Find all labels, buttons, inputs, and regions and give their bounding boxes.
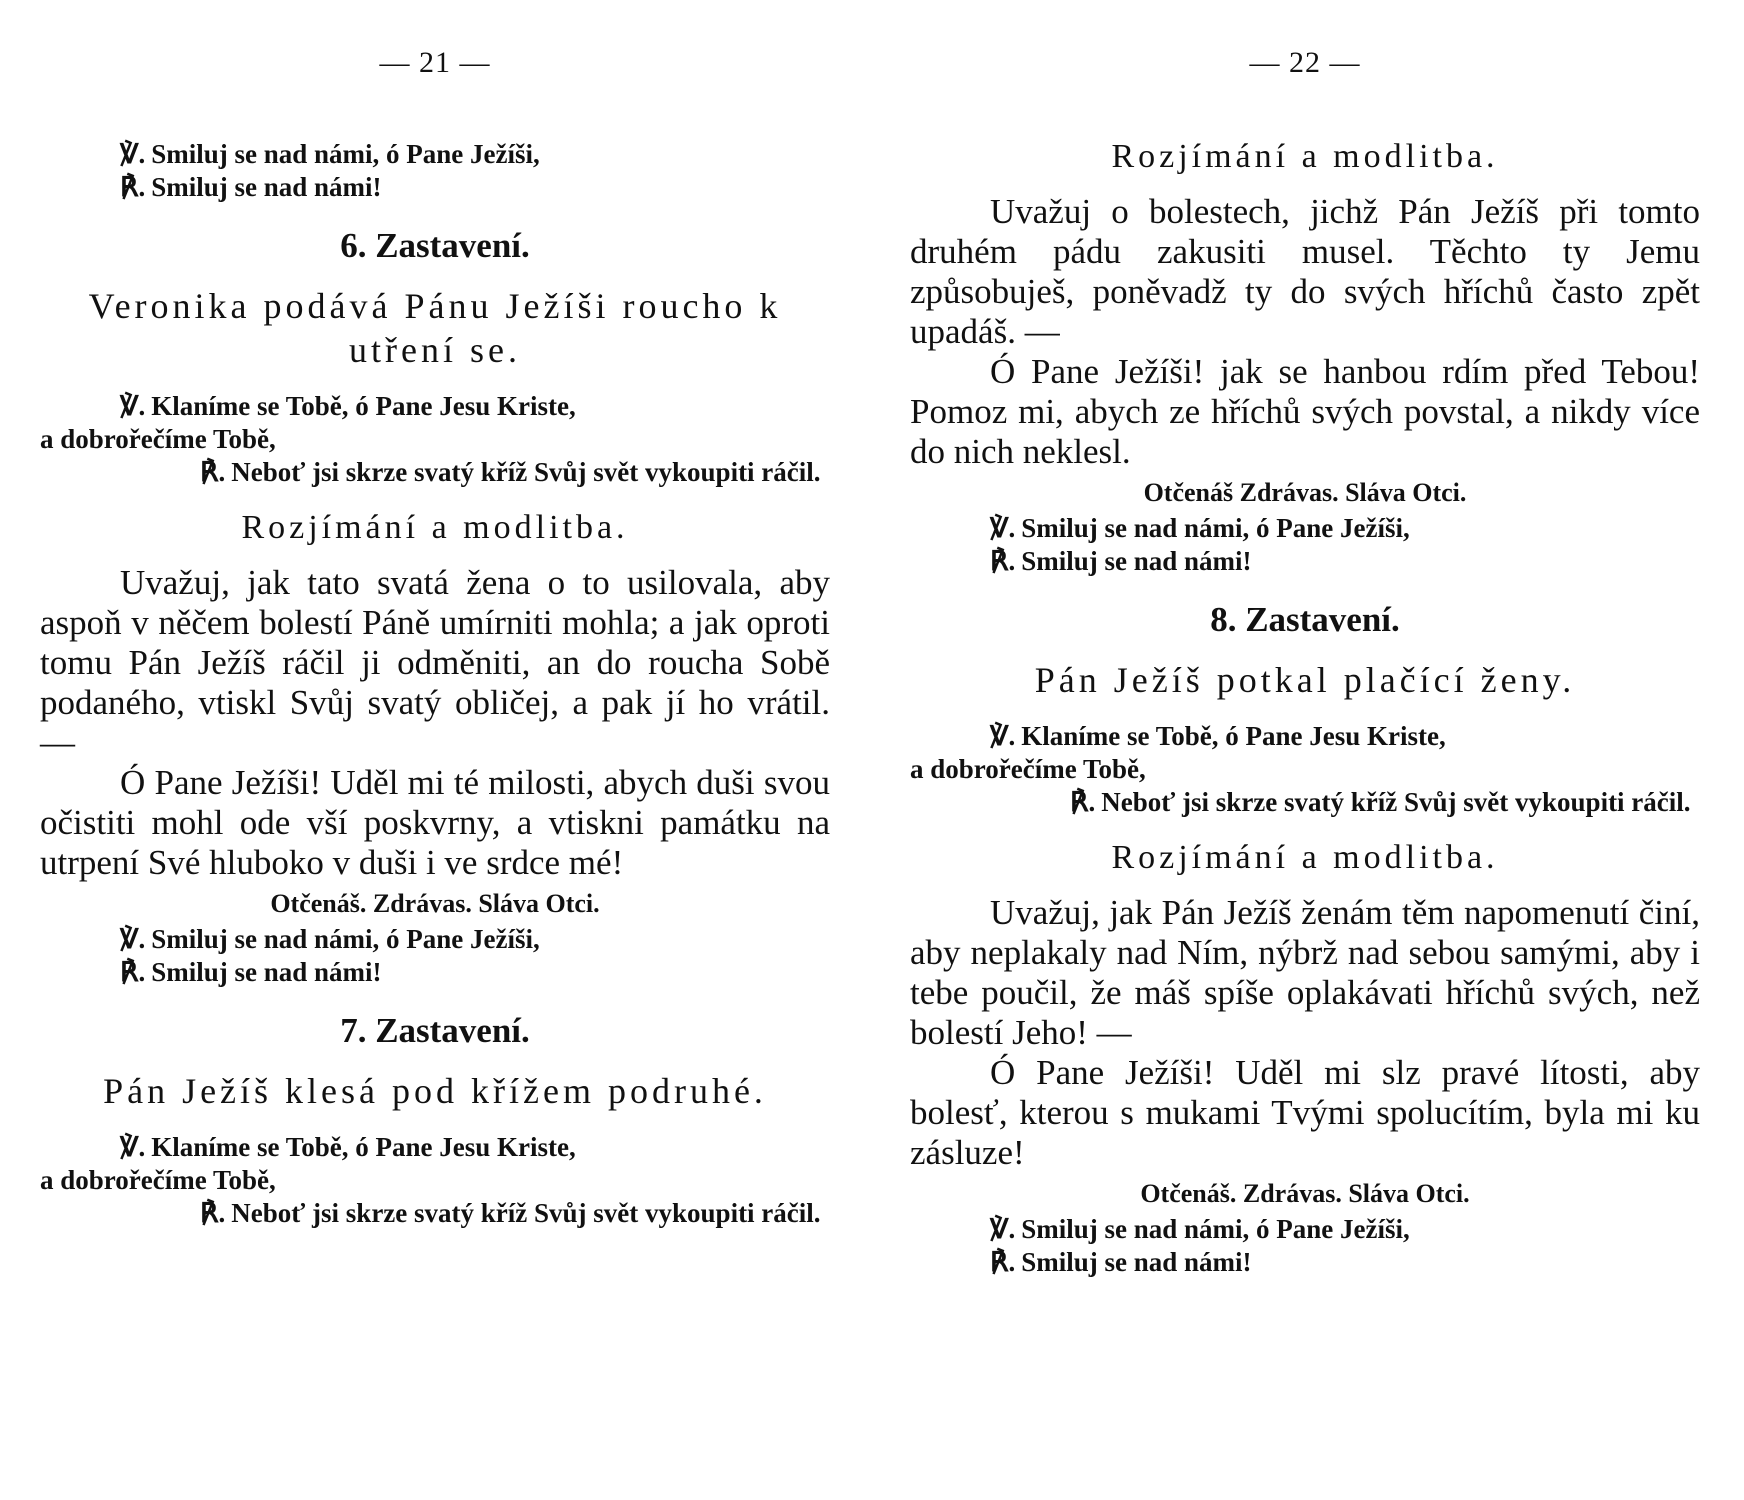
response-line: ℟. Smiluj se nad námi! — [120, 172, 382, 202]
adoration-block — [40, 1131, 830, 1230]
responses-block — [40, 138, 830, 204]
versicle-line: ℣. Smiluj se nad námi, ó Pane Ježíši, — [120, 924, 540, 954]
responses-block — [40, 923, 830, 989]
station-heading: 8. Zastavení. — [1210, 600, 1400, 639]
meditation-title: Rozjímání a modlitba. — [1111, 138, 1499, 175]
versicle-continuation: a dobrořečíme Tobě, — [40, 424, 276, 454]
versicle-symbol: ℣. — [990, 1214, 1016, 1244]
versicle-symbol: ℣. — [990, 513, 1016, 543]
prayers-line: Otčenáš. Zdrávas. Sláva Otci. — [1140, 1179, 1470, 1208]
versicle-continuation: a dobrořečíme Tobě, — [910, 754, 1146, 784]
station-heading: 7. Zastavení. — [340, 1011, 530, 1050]
response-symbol: ℟. — [1070, 787, 1096, 817]
response-symbol: ℟. — [200, 457, 226, 487]
prayers-line: Otčenáš Zdrávas. Sláva Otci. — [1143, 478, 1467, 507]
versicle-symbol: ℣. — [120, 1132, 146, 1162]
versicle-symbol: ℣. — [120, 924, 146, 954]
prayer-paragraph: Ó Pane Ježíši! jak se hanbou rdím před Tebou! Pomoz mi, abych ze hříchů svých povstal, a nikdy více do nich neklesl. — [910, 352, 1700, 471]
right-page — [910, 0, 1700, 1500]
response-line: ℟. Smiluj se nad námi! — [990, 546, 1252, 576]
versicle-line: ℣. Smiluj se nad námi, ó Pane Ježíši, — [990, 513, 1410, 543]
versicle-line: ℣. Klaníme se Tobě, ó Pane Jesu Kriste, — [990, 721, 1446, 751]
response-symbol: ℟. — [200, 1198, 226, 1228]
versicle-line: ℣. Smiluj se nad námi, ó Pane Ježíši, — [990, 1214, 1410, 1244]
versicle-line: ℣. Smiluj se nad námi, ó Pane Ježíši, — [120, 139, 540, 169]
versicle-symbol: ℣. — [120, 391, 146, 421]
meditation-paragraph: Uvažuj, jak tato svatá žena o to usilovala, aby aspoň v něčem bolestí Páně umírniti mohla; a jak oproti tomu Pán Ježíš ráčil ji odměniti, an do roucha Sobě podaného, vtiskl Svůj svatý obličej, a pak jí ho vrátil. — — [40, 563, 830, 762]
response-symbol: ℟. — [120, 172, 146, 202]
meditation-title: Rozjímání a modlitba. — [241, 509, 629, 546]
response-symbol: ℟. — [990, 546, 1016, 576]
response-line: ℟. Smiluj se nad námi! — [120, 957, 382, 987]
response-line: ℟. Neboť jsi skrze svatý kříž Svůj svět vykoupiti ráčil. — [40, 456, 830, 489]
page-number: — 22 — — [1249, 46, 1361, 79]
versicle-line: ℣. Klaníme se Tobě, ó Pane Jesu Kriste, — [120, 391, 576, 421]
left-page-content — [40, 138, 830, 1238]
meditation-paragraph: Uvažuj o bolestech, jichž Pán Ježíš při tomto druhém pádu zakusiti musel. Těchto ty Jemu způsobuješ, poněvadž ty do svých hříchů často zpět upadáš. — — [910, 192, 1700, 351]
page-number: — 21 — — [379, 46, 491, 79]
station-title: Veronika podává Pánu Ježíši roucho k utření se. — [88, 286, 782, 370]
versicle-continuation: a dobrořečíme Tobě, — [40, 1165, 276, 1195]
versicle-line: ℣. Klaníme se Tobě, ó Pane Jesu Kriste, — [120, 1132, 576, 1162]
responses-block — [910, 512, 1700, 578]
response-line: ℟. Neboť jsi skrze svatý kříž Svůj svět vykoupiti ráčil. — [40, 1197, 830, 1230]
response-symbol: ℟. — [990, 1247, 1016, 1277]
prayer-paragraph: Ó Pane Ježíši! Uděl mi slz pravé lítosti, aby bolesť, kterou s mukami Tvými spolucítím, byla mi ku zásluze! — [910, 1053, 1700, 1172]
adoration-block — [910, 720, 1700, 819]
adoration-block — [40, 390, 830, 489]
right-page-content — [910, 138, 1700, 1287]
left-page — [40, 0, 830, 1500]
meditation-title: Rozjímání a modlitba. — [1111, 839, 1499, 876]
station-title: Pán Ježíš potkal plačící ženy. — [1034, 660, 1576, 700]
versicle-symbol: ℣. — [120, 139, 146, 169]
prayer-paragraph: Ó Pane Ježíši! Uděl mi té milosti, abych duši svou očistiti mohl ode vší poskvrny, a vtiskni památku na utrpení Své hluboko v duši i ve srdce mé! — [40, 763, 830, 882]
response-symbol: ℟. — [120, 957, 146, 987]
versicle-symbol: ℣. — [990, 721, 1016, 751]
response-line: ℟. Smiluj se nad námi! — [990, 1247, 1252, 1277]
responses-block — [910, 1213, 1700, 1279]
response-line: ℟. Neboť jsi skrze svatý kříž Svůj svět vykoupiti ráčil. — [910, 786, 1700, 819]
prayers-line: Otčenáš. Zdrávas. Sláva Otci. — [270, 889, 600, 918]
station-title: Pán Ježíš klesá pod křížem podruhé. — [103, 1071, 767, 1111]
meditation-paragraph: Uvažuj, jak Pán Ježíš ženám těm napomenutí činí, aby neplakaly nad Ním, nýbrž nad sebou samými, aby i tebe poučil, že máš spíše oplakávati hříchů svých, než bolestí Jeho! — — [910, 893, 1700, 1052]
station-heading: 6. Zastavení. — [340, 226, 530, 265]
